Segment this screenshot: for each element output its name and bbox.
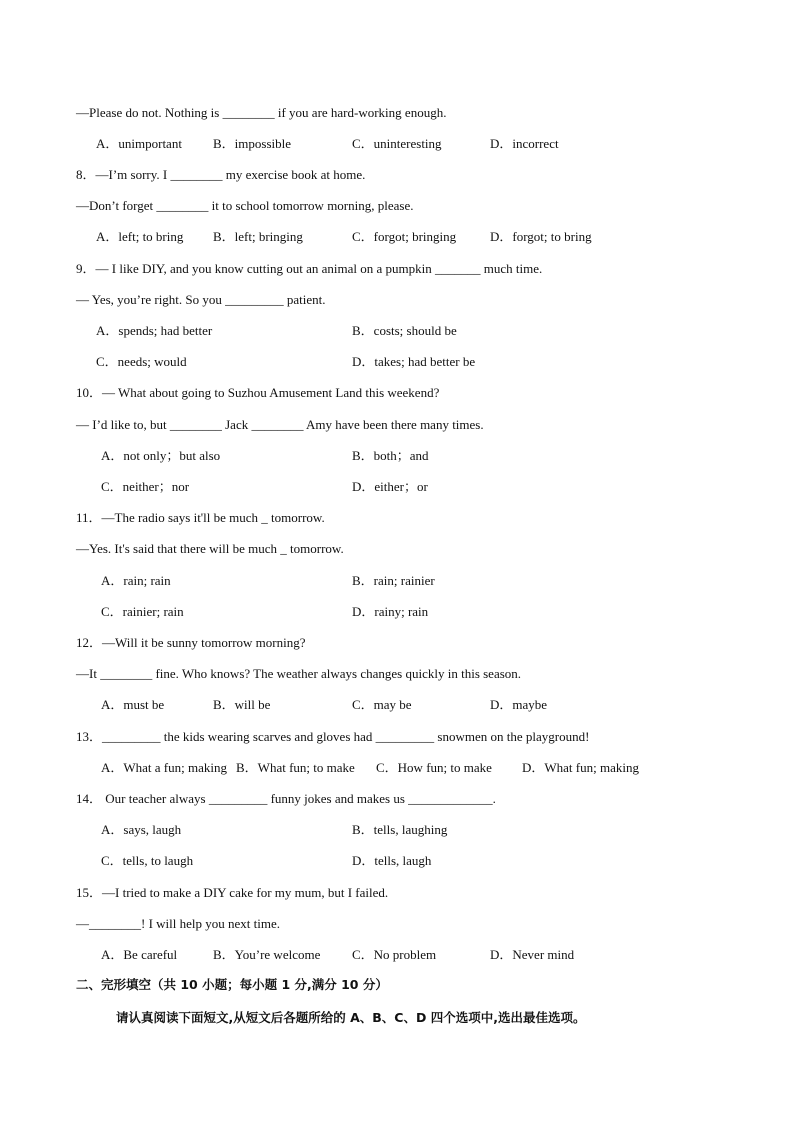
answer-option[interactable]: A．spends; had better [96, 323, 213, 338]
answer-option[interactable]: B．will be [213, 697, 271, 712]
question-line: 14． Our teacher always _________ funny jokes and makes us _____________. [76, 791, 496, 806]
answer-option[interactable]: C．uninteresting [352, 136, 442, 151]
answer-option[interactable]: D．takes; had better be [352, 354, 476, 369]
answer-option[interactable]: B．rain; rainier [352, 573, 435, 588]
answer-option[interactable]: B．tells, laughing [352, 822, 448, 837]
answer-option[interactable]: A．must be [101, 697, 165, 712]
answer-option[interactable]: B．costs; should be [352, 323, 457, 338]
options-row [0, 136, 794, 152]
answer-option[interactable]: B．both；and [352, 448, 429, 463]
answer-option[interactable]: D．tells, laugh [352, 853, 432, 868]
options-row [0, 760, 794, 776]
question-line: 11．—The radio says it'll be much _ tomorrow. [76, 510, 325, 525]
answer-option[interactable]: A．not only；but also [101, 448, 221, 463]
question-line: 13．_________ the kids wearing scarves and gloves had _________ snowmen on the playground! [76, 729, 590, 744]
options-row [0, 229, 794, 245]
answer-option[interactable]: D．forgot; to bring [490, 229, 592, 244]
question-line: 10．— What about going to Suzhou Amusement Land this weekend? [76, 385, 440, 400]
answer-option[interactable]: D．incorrect [490, 136, 559, 151]
section-title: 二、完形填空（共 10 小题；每小题 1 分,满分 10 分） [76, 977, 388, 992]
options-row [0, 354, 794, 370]
question-line: 15．—I tried to make a DIY cake for my mum, but I failed. [76, 885, 389, 900]
answer-option[interactable]: C．No problem [352, 947, 437, 962]
question-line: 9．— I like DIY, and you know cutting out an animal on a pumpkin _______ much time. [76, 261, 543, 276]
answer-option[interactable]: D．maybe [490, 697, 548, 712]
answer-option[interactable]: A．unimportant [96, 136, 182, 151]
answer-option[interactable]: D．What fun; making [522, 760, 639, 775]
options-row [0, 822, 794, 838]
options-row [0, 448, 794, 464]
options-row [0, 947, 794, 963]
answer-option[interactable]: C．tells, to laugh [101, 853, 194, 868]
answer-option[interactable]: C．How fun; to make [376, 760, 492, 775]
answer-option[interactable]: A．left; to bring [96, 229, 184, 244]
answer-option[interactable]: B．left; bringing [213, 229, 303, 244]
question-line: 8．—I’m sorry. I ________ my exercise book at home. [76, 167, 366, 182]
answer-option[interactable]: D．either；or [352, 479, 428, 494]
question-line: —It ________ fine. Who knows? The weather always changes quickly in this season. [76, 666, 522, 681]
answer-option[interactable]: C．neither；nor [101, 479, 190, 494]
answer-option[interactable]: C．forgot; bringing [352, 229, 457, 244]
answer-option[interactable]: A．Be careful [101, 947, 178, 962]
question-line: —Please do not. Nothing is ________ if you are hard-working enough. [76, 105, 447, 120]
question-line: — I’d like to, but ________ Jack ________ Amy have been there many times. [76, 417, 484, 432]
options-row [0, 853, 794, 869]
answer-option[interactable]: C．needs; would [96, 354, 187, 369]
answer-option[interactable]: C．rainier; rain [101, 604, 184, 619]
answer-option[interactable]: A．says, laugh [101, 822, 182, 837]
options-row [0, 323, 794, 339]
options-row [0, 479, 794, 495]
question-line: —Yes. It's said that there will be much _ tomorrow. [76, 541, 344, 556]
section-instruction: 请认真阅读下面短文,从短文后各题所给的 A、B、C、D 四个选项中,选出最佳选项。 [116, 1010, 586, 1025]
question-line: —________! I will help you next time. [76, 916, 281, 931]
options-row [0, 697, 794, 713]
answer-option[interactable]: B．impossible [213, 136, 292, 151]
answer-option[interactable]: D．rainy; rain [352, 604, 429, 619]
answer-option[interactable]: A．What a fun; making [101, 760, 227, 775]
question-line: —Don’t forget ________ it to school tomorrow morning, please. [76, 198, 414, 213]
answer-option[interactable]: C．may be [352, 697, 412, 712]
answer-option[interactable]: D．Never mind [490, 947, 575, 962]
question-line: — Yes, you’re right. So you _________ patient. [76, 292, 326, 307]
answer-option[interactable]: A．rain; rain [101, 573, 171, 588]
answer-option[interactable]: B．What fun; to make [236, 760, 355, 775]
question-line: 12．—Will it be sunny tomorrow morning? [76, 635, 306, 650]
answer-option[interactable]: B．You’re welcome [213, 947, 321, 962]
options-row [0, 573, 794, 589]
options-row [0, 604, 794, 620]
